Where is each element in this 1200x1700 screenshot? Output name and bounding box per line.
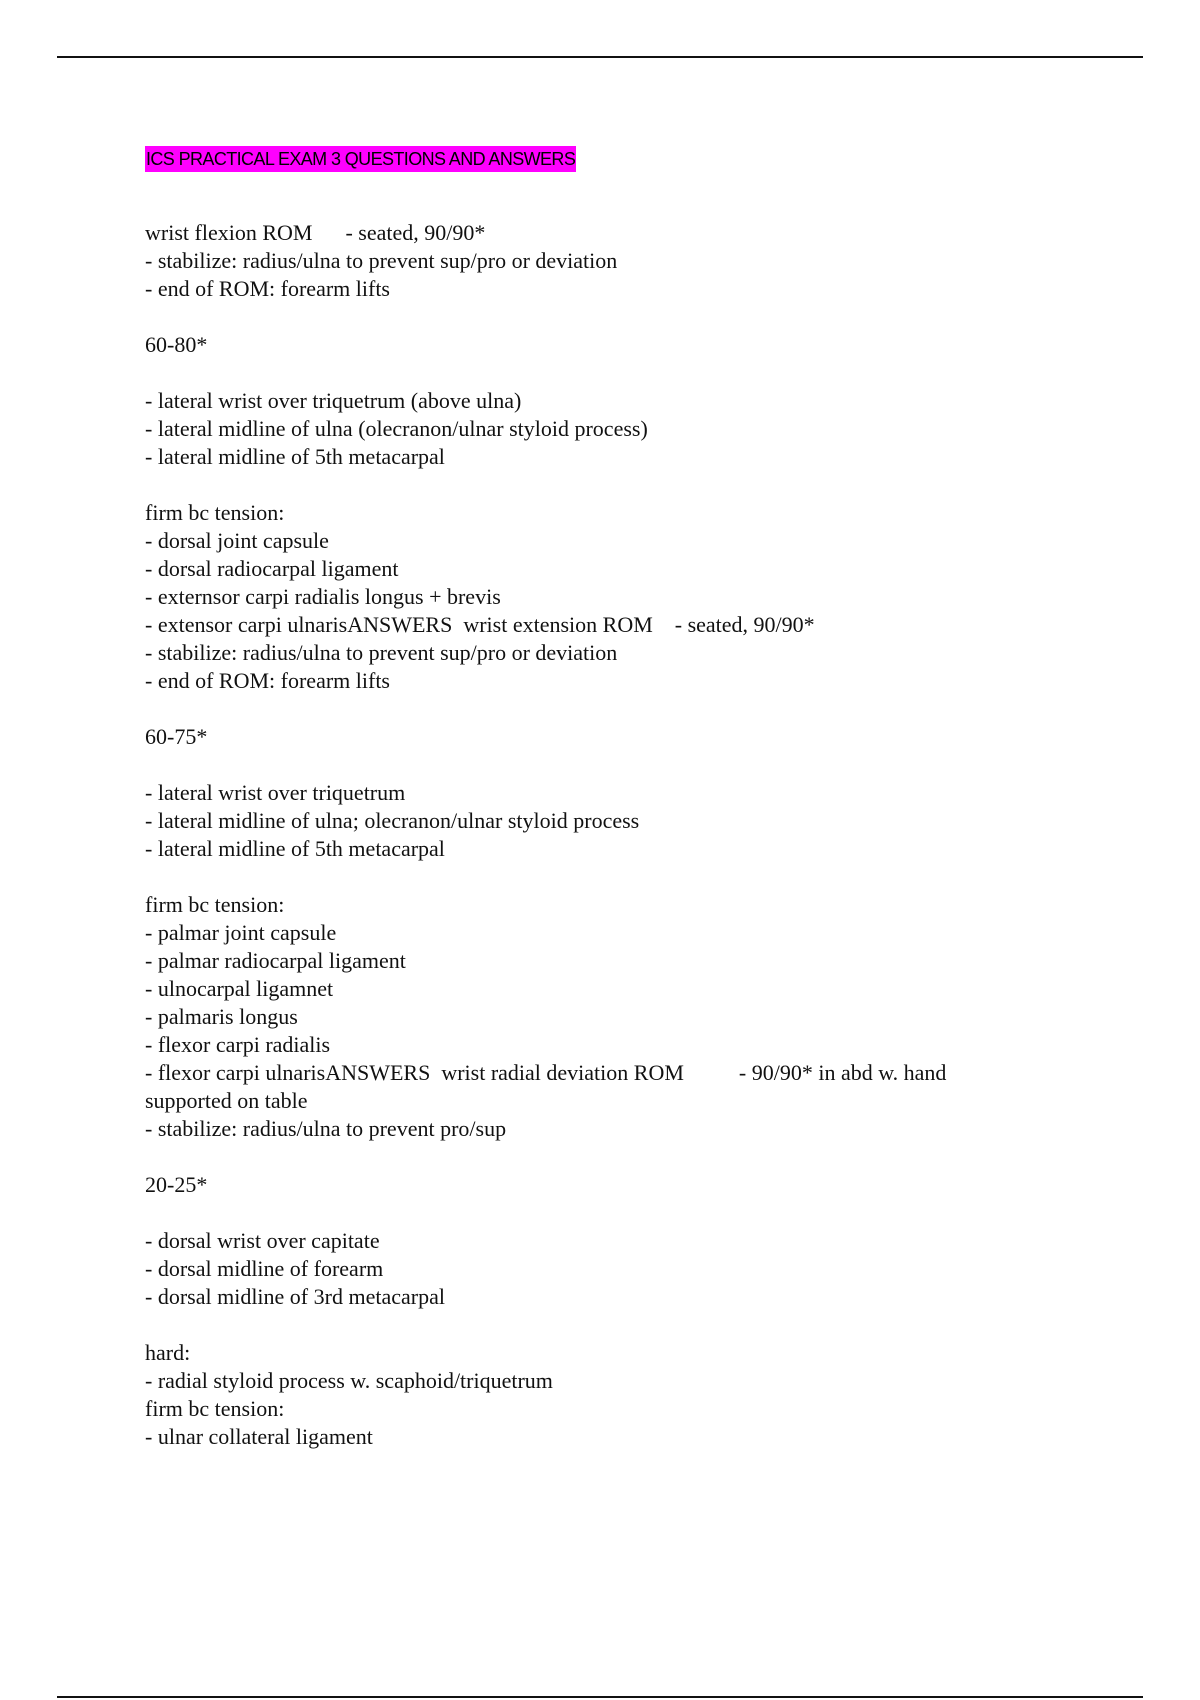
text-line: - palmar joint capsule [145,920,337,945]
text-line: hard: [145,1340,191,1365]
text-line: - flexor carpi radialis [145,1032,331,1057]
text-line: firm bc tension: [145,1396,285,1421]
text-line: supported on table [145,1088,308,1113]
text-line: 60-75* [145,724,208,749]
blank-line [145,695,1105,723]
text-line: - lateral midline of ulna (olecranon/ulnar styloid process) [145,416,648,441]
text-line: - stabilize: radius/ulna to prevent sup/pro or deviation [145,248,618,273]
footer-rule [57,1696,1143,1698]
text-line: - dorsal midline of forearm [145,1256,384,1281]
text-line: - lateral wrist over triquetrum [145,780,406,805]
text-line: - dorsal joint capsule [145,528,329,553]
text-line: - dorsal radiocarpal ligament [145,556,399,581]
blank-line [145,1199,1105,1227]
document-body [145,219,1105,1451]
header-rule [57,56,1143,58]
blank-line [145,751,1105,779]
text-line: - palmaris longus [145,1004,298,1029]
blank-line [145,1143,1105,1171]
text-line: - end of ROM: forearm lifts [145,668,390,693]
blank-line [145,359,1105,387]
text-line: - dorsal wrist over capitate [145,1228,380,1253]
text-line: wrist flexion ROM - seated, 90/90* [145,220,486,245]
text-line: - lateral midline of 5th metacarpal [145,444,445,469]
text-line: firm bc tension: [145,892,285,917]
text-line: - lateral midline of ulna; olecranon/ulnar styloid process [145,808,640,833]
blank-line [145,1311,1105,1339]
text-line: 60-80* [145,332,208,357]
text-line: - dorsal midline of 3rd metacarpal [145,1284,445,1309]
blank-line [145,471,1105,499]
text-line: firm bc tension: [145,500,285,525]
text-line: - lateral midline of 5th metacarpal [145,836,445,861]
text-line: - stabilize: radius/ulna to prevent pro/sup [145,1116,507,1141]
text-line: - ulnar collateral ligament [145,1424,373,1449]
text-line: - ulnocarpal ligamnet [145,976,334,1001]
document-title: ICS PRACTICAL EXAM 3 QUESTIONS AND ANSWERS [145,146,576,172]
text-line: 20-25* [145,1172,208,1197]
blank-line [145,303,1105,331]
text-line: - stabilize: radius/ulna to prevent sup/pro or deviation [145,640,618,665]
text-line: - lateral wrist over triquetrum (above ulna) [145,388,522,413]
blank-line [145,863,1105,891]
text-line: - radial styloid process w. scaphoid/triquetrum [145,1368,553,1393]
text-line: - palmar radiocarpal ligament [145,948,406,973]
text-line: - extensor carpi ulnarisANSWERS wrist extension ROM - seated, 90/90* [145,612,815,637]
text-line: - end of ROM: forearm lifts [145,276,390,301]
text-line: - flexor carpi ulnarisANSWERS wrist radial deviation ROM - 90/90* in abd w. hand [145,1060,947,1085]
text-line: - externsor carpi radialis longus + brevis [145,584,501,609]
